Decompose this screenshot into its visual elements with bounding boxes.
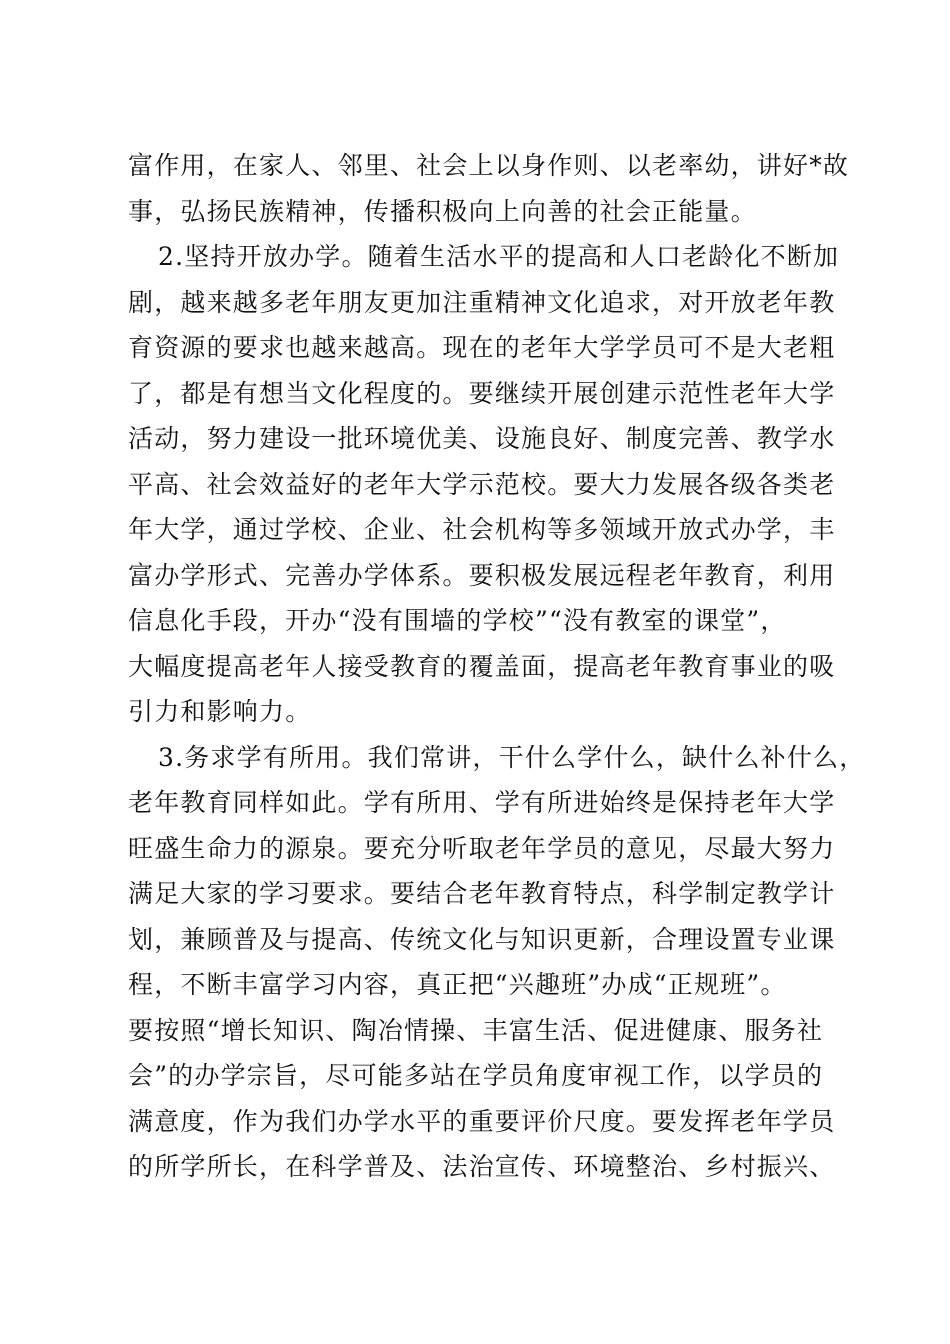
text-line: 年大学，通过学校、企业、社会机构等多领域开放式办学，丰 (128, 515, 836, 544)
text-line: 引力和影响力。 (128, 697, 312, 726)
text-line: 要按照“增长知识、陶冶情操、丰富生活、促进健康、服务社 (128, 1015, 824, 1045)
text-line: 划，兼顾普及与提高、传统文化与知识更新，合理设置专业课 (128, 924, 836, 954)
text-line: 大幅度提高老年人接受教育的覆盖面，提高老年教育事业的吸 (128, 651, 836, 681)
text-line: 育资源的要求也越来越高。现在的老年大学学员可不是大老粗 (128, 333, 836, 362)
text-line: 剧，越来越多老年朋友更加注重精神文化追求，对开放老年教 (128, 287, 836, 317)
text-line: 旺盛生命力的源泉。要充分听取老年学员的意见，尽最大努力 (128, 833, 836, 863)
text-line: 活动，努力建设一批环境优美、设施良好、制度完善、教学水 (128, 424, 836, 453)
text-line: 的所学所长，在科学普及、法治宣传、环境整治、乡村振兴、 (128, 1152, 836, 1181)
text-line: 事，弘扬民族精神，传播积极向上向善的社会正能量。 (128, 196, 757, 226)
paragraph-continuation (128, 148, 850, 239)
paragraph-heading-line: 2.坚持开放办学。随着生活水平的提高和人口老龄化不断加 (158, 242, 840, 271)
text-line: 平高、社会效益好的老年大学示范校。要大力发展各级各类老 (128, 469, 836, 499)
paragraph-heading-line: 3.务求学有所用。我们常讲，干什么学什么，缺什么补什么， (158, 742, 866, 772)
document-body (128, 148, 866, 1195)
text-line: 富作用，在家人、邻里、社会上以身作则、以老率幼，讲好*故 (128, 151, 850, 180)
text-line: 了，都是有想当文化程度的。要继续开展创建示范性老年大学 (128, 378, 836, 408)
text-line: 老年教育同样如此。学有所用、学有所进始终是保持老年大学 (128, 788, 836, 817)
text-line: 满足大家的学习要求。要结合老年教育特点，科学制定教学计 (128, 879, 836, 908)
text-line: 富办学形式、完善办学体系。要积极发展远程老年教育，利用 (128, 560, 836, 590)
paragraph-open-schooling (128, 239, 840, 740)
text-line: 程，不断丰富学习内容，真正把“兴趣班”办成“正规班”。 (128, 970, 787, 999)
text-line: 满意度，作为我们办学水平的重要评价尺度。要发挥老年学员 (128, 1106, 836, 1136)
text-line: 会”的办学宗旨，尽可能多站在学员角度审视工作，以学员的 (128, 1061, 824, 1090)
text-line: 信息化手段，开办“没有围墙的学校”“没有教室的课堂”， (128, 606, 787, 635)
paragraph-practical-learning (128, 740, 866, 1195)
